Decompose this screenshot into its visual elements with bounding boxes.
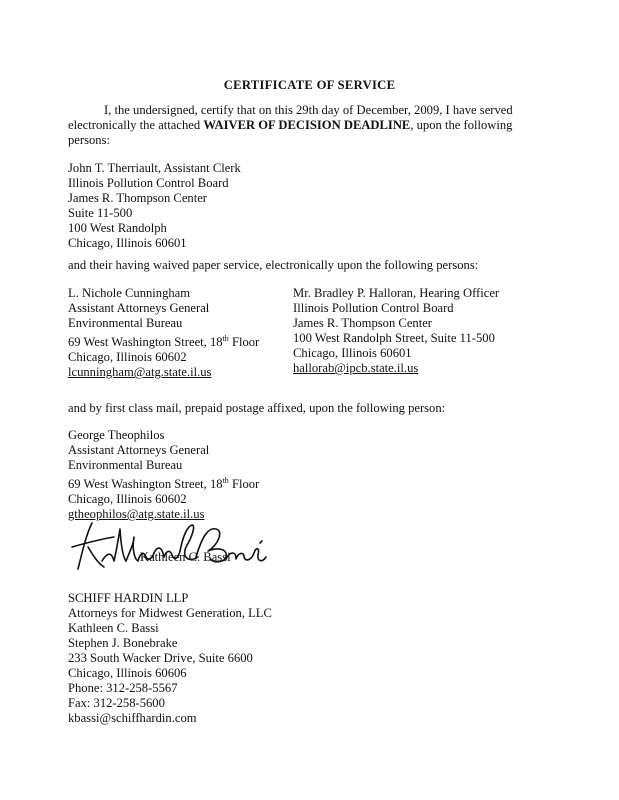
mail-recipient-city: Chicago, Illinois 60602	[68, 492, 187, 507]
firm-signature-block	[68, 591, 272, 726]
recipient-right-line: 100 West Randolph Street, Suite 11-500	[293, 331, 495, 345]
street-ordinal: th	[222, 476, 229, 485]
street-ordinal: th	[222, 334, 229, 343]
clerk-line: 100 West Randolph	[68, 221, 167, 235]
firm-line: Attorneys for Midwest Generation, LLC	[68, 606, 272, 620]
clerk-line: Chicago, Illinois 60601	[68, 236, 187, 250]
recipient-right-line: Mr. Bradley P. Halloran, Hearing Officer	[293, 286, 500, 300]
recipient-right-email-link[interactable]: hallorab@ipcb.state.il.us	[293, 361, 419, 375]
recipient-left-line: Assistant Attorneys General	[68, 301, 210, 315]
recipient-right-block	[293, 286, 499, 376]
clerk-address-block	[68, 161, 241, 251]
firm-line: 233 South Wacker Drive, Suite 6600	[68, 651, 253, 665]
clerk-line: Illinois Pollution Control Board	[68, 176, 229, 190]
recipient-left-block	[68, 286, 259, 380]
street-end: Floor	[228, 477, 260, 492]
recipient-left-line: Environmental Bureau	[68, 316, 183, 330]
recipient-right-line: Chicago, Illinois 60601	[293, 346, 412, 360]
mail-recipient-block	[68, 428, 259, 522]
firm-email-link[interactable]: kbassi@schiffhardin.com	[68, 711, 197, 725]
firm-line: Chicago, Illinois 60606	[68, 666, 187, 680]
mail-recipient-email-link[interactable]: gtheophilos@atg.state.il.us	[68, 507, 205, 522]
recipient-right-line: Illinois Pollution Control Board	[293, 301, 454, 315]
firm-phone: Phone: 312-258-5567	[68, 681, 178, 695]
recipient-right-line: James R. Thompson Center	[293, 316, 432, 330]
clerk-line: John T. Therriault, Assistant Clerk	[68, 161, 241, 175]
firm-line: Kathleen C. Bassi	[68, 621, 159, 635]
street-text: 69 West Washington Street, 18	[68, 335, 223, 350]
mail-recipient-line: Environmental Bureau	[68, 458, 183, 472]
firm-line: Stephen J. Bonebrake	[68, 636, 178, 650]
recipient-left-street	[68, 331, 259, 350]
recipient-left-city: Chicago, Illinois 60602	[68, 350, 187, 365]
waived-service-note: and their having waived paper service, electronically upon the following persons:	[68, 258, 479, 272]
recipient-left-email-link[interactable]: lcunningham@atg.state.il.us	[68, 365, 212, 380]
clerk-line: James R. Thompson Center	[68, 191, 207, 205]
mail-recipient-line: George Theophilos	[68, 428, 165, 442]
recipient-left-line: L. Nichole Cunningham	[68, 286, 191, 300]
clerk-line: Suite 11-500	[68, 206, 133, 220]
first-class-mail-note: and by first class mail, prepaid postage affixed, upon the following person:	[68, 401, 446, 415]
intro-text-start: I, the undersigned, certify that on this 29th day of December, 2009, I have served electronically the attached	[68, 103, 513, 132]
mail-recipient-street	[68, 473, 259, 492]
street-end: Floor	[228, 335, 260, 350]
firm-fax: Fax: 312-258-5600	[68, 696, 165, 710]
signature-printed-name: Kathleen C. Bassi	[140, 550, 231, 564]
intro-document-name: WAIVER OF DECISION DEADLINE	[203, 118, 411, 132]
intro-paragraph	[68, 103, 538, 148]
intro-text-end: , upon the following persons:	[68, 118, 513, 147]
street-text: 69 West Washington Street, 18	[68, 477, 223, 492]
mail-recipient-line: Assistant Attorneys General	[68, 443, 210, 457]
document-title: CERTIFICATE OF SERVICE	[223, 78, 396, 92]
firm-line: SCHIFF HARDIN LLP	[68, 591, 189, 605]
